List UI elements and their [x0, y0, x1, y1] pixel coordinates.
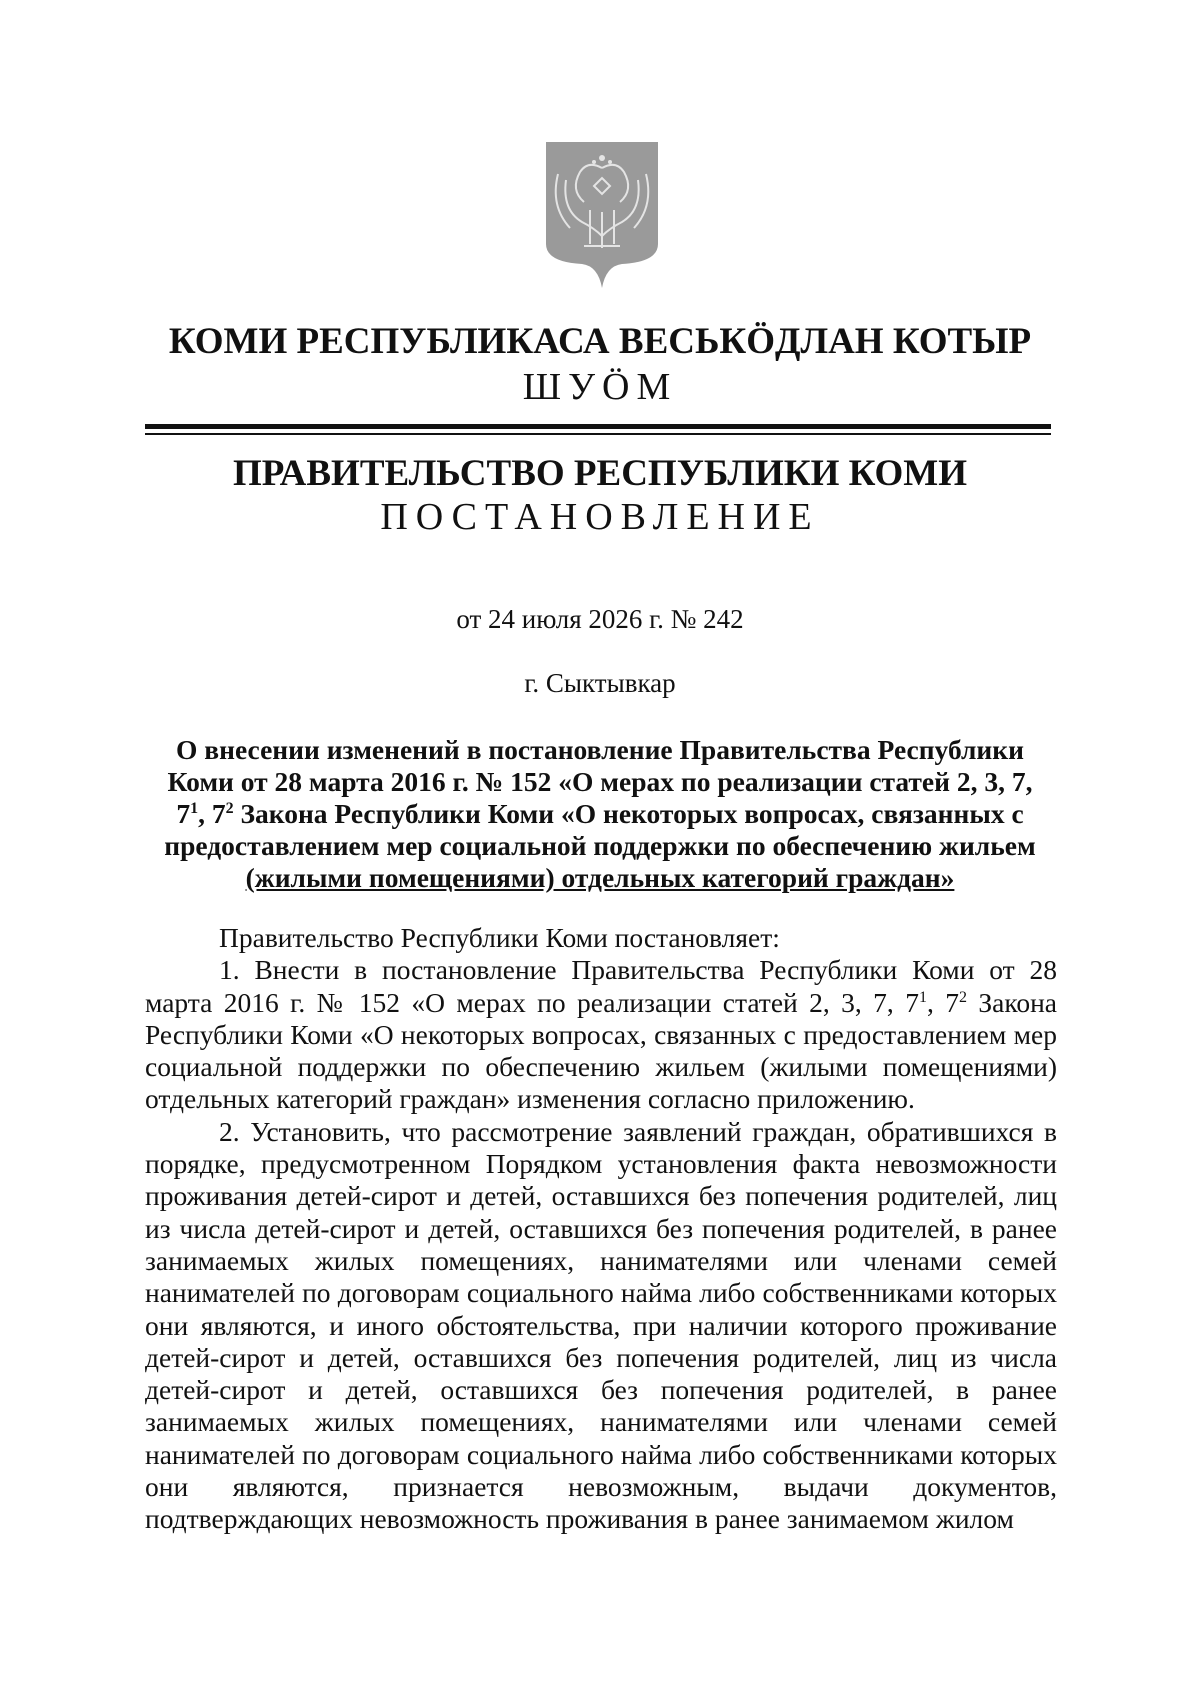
body-paragraph-2: 2. Установить, что рассмотрение заявлений граждан, обратившихся в порядке, предусмотренном Порядком установления факта невозможности проживания детей-сирот и детей, оставшихся без попечения родителей, лиц из числа детей-сирот и детей, оставшихся без попечения родителей, в ранее занимаемых жилых помещениях, нанимателями или членами семей нанимателей по договорам социального найма либо собственниками которых они являются, и иного обстоятельства, при наличии которого проживание детей-сирот и детей, оставшихся без попечения родителей, лиц из числа детей-сирот и детей, оставшихся без попечения родителей, в ранее занимаемых жилых помещениях, нанимателями или членами семей нанимателей по договорам социального найма либо собственниками которых они являются, признается невозможным, выдачи документов, подтверждающих невозможность проживания в ранее занимаемом жилом — [145, 1115, 1057, 1535]
title-line: предоставлением мер социальной поддержки по обеспечению жильем — [164, 830, 1036, 861]
document-date-number: от 24 июля 2026 г. № 242 — [456, 604, 744, 634]
komi-coat-of-arms-icon — [544, 140, 660, 290]
komi-document-type: ШУӦМ — [522, 366, 678, 408]
header-divider-thin — [145, 433, 1051, 435]
komi-government-title: КОМИ РЕСПУБЛИКАСА ВЕСЬКӦДЛАН КОТЫР — [168, 321, 1032, 362]
title-line: О внесении изменений в постановление Правительства Республики — [176, 734, 1024, 765]
body-paragraph-1: 1. Внести в постановление Правительства Республики Коми от 28 марта 2016 г. № 152 «О мерах по реализации статей 2, 3, 7, $7^1$, $7^2$ Закона Республики Коми «О некоторых вопросах, связанных с предоставлением мер социальной поддержки по обеспечению жильем (жилыми помещениями) отдельных категорий граждан» изменения согласно приложению. — [145, 954, 1057, 1115]
government-title: ПРАВИТЕЛЬСТВО РЕСПУБЛИКИ КОМИ — [233, 453, 967, 494]
title-line: (жилыми помещениями) отдельных категорий граждан» — [245, 862, 955, 893]
title-line: Коми от 28 марта 2016 г. № 152 «О мерах по реализации статей 2, 3, 7, — [167, 766, 1033, 797]
title-line: $7^1$, $7^2$ Закона Республики Коми «О некоторых вопросах, связанных с — [176, 798, 1024, 829]
document-body — [145, 922, 1057, 1536]
document-title — [140, 734, 1060, 894]
document-type: ПОСТАНОВЛЕНИЕ — [380, 496, 820, 538]
body-intro: Правительство Республики Коми постановляет: — [219, 922, 780, 953]
document-city: г. Сыктывкар — [524, 668, 676, 698]
header-divider-thick — [145, 424, 1051, 429]
